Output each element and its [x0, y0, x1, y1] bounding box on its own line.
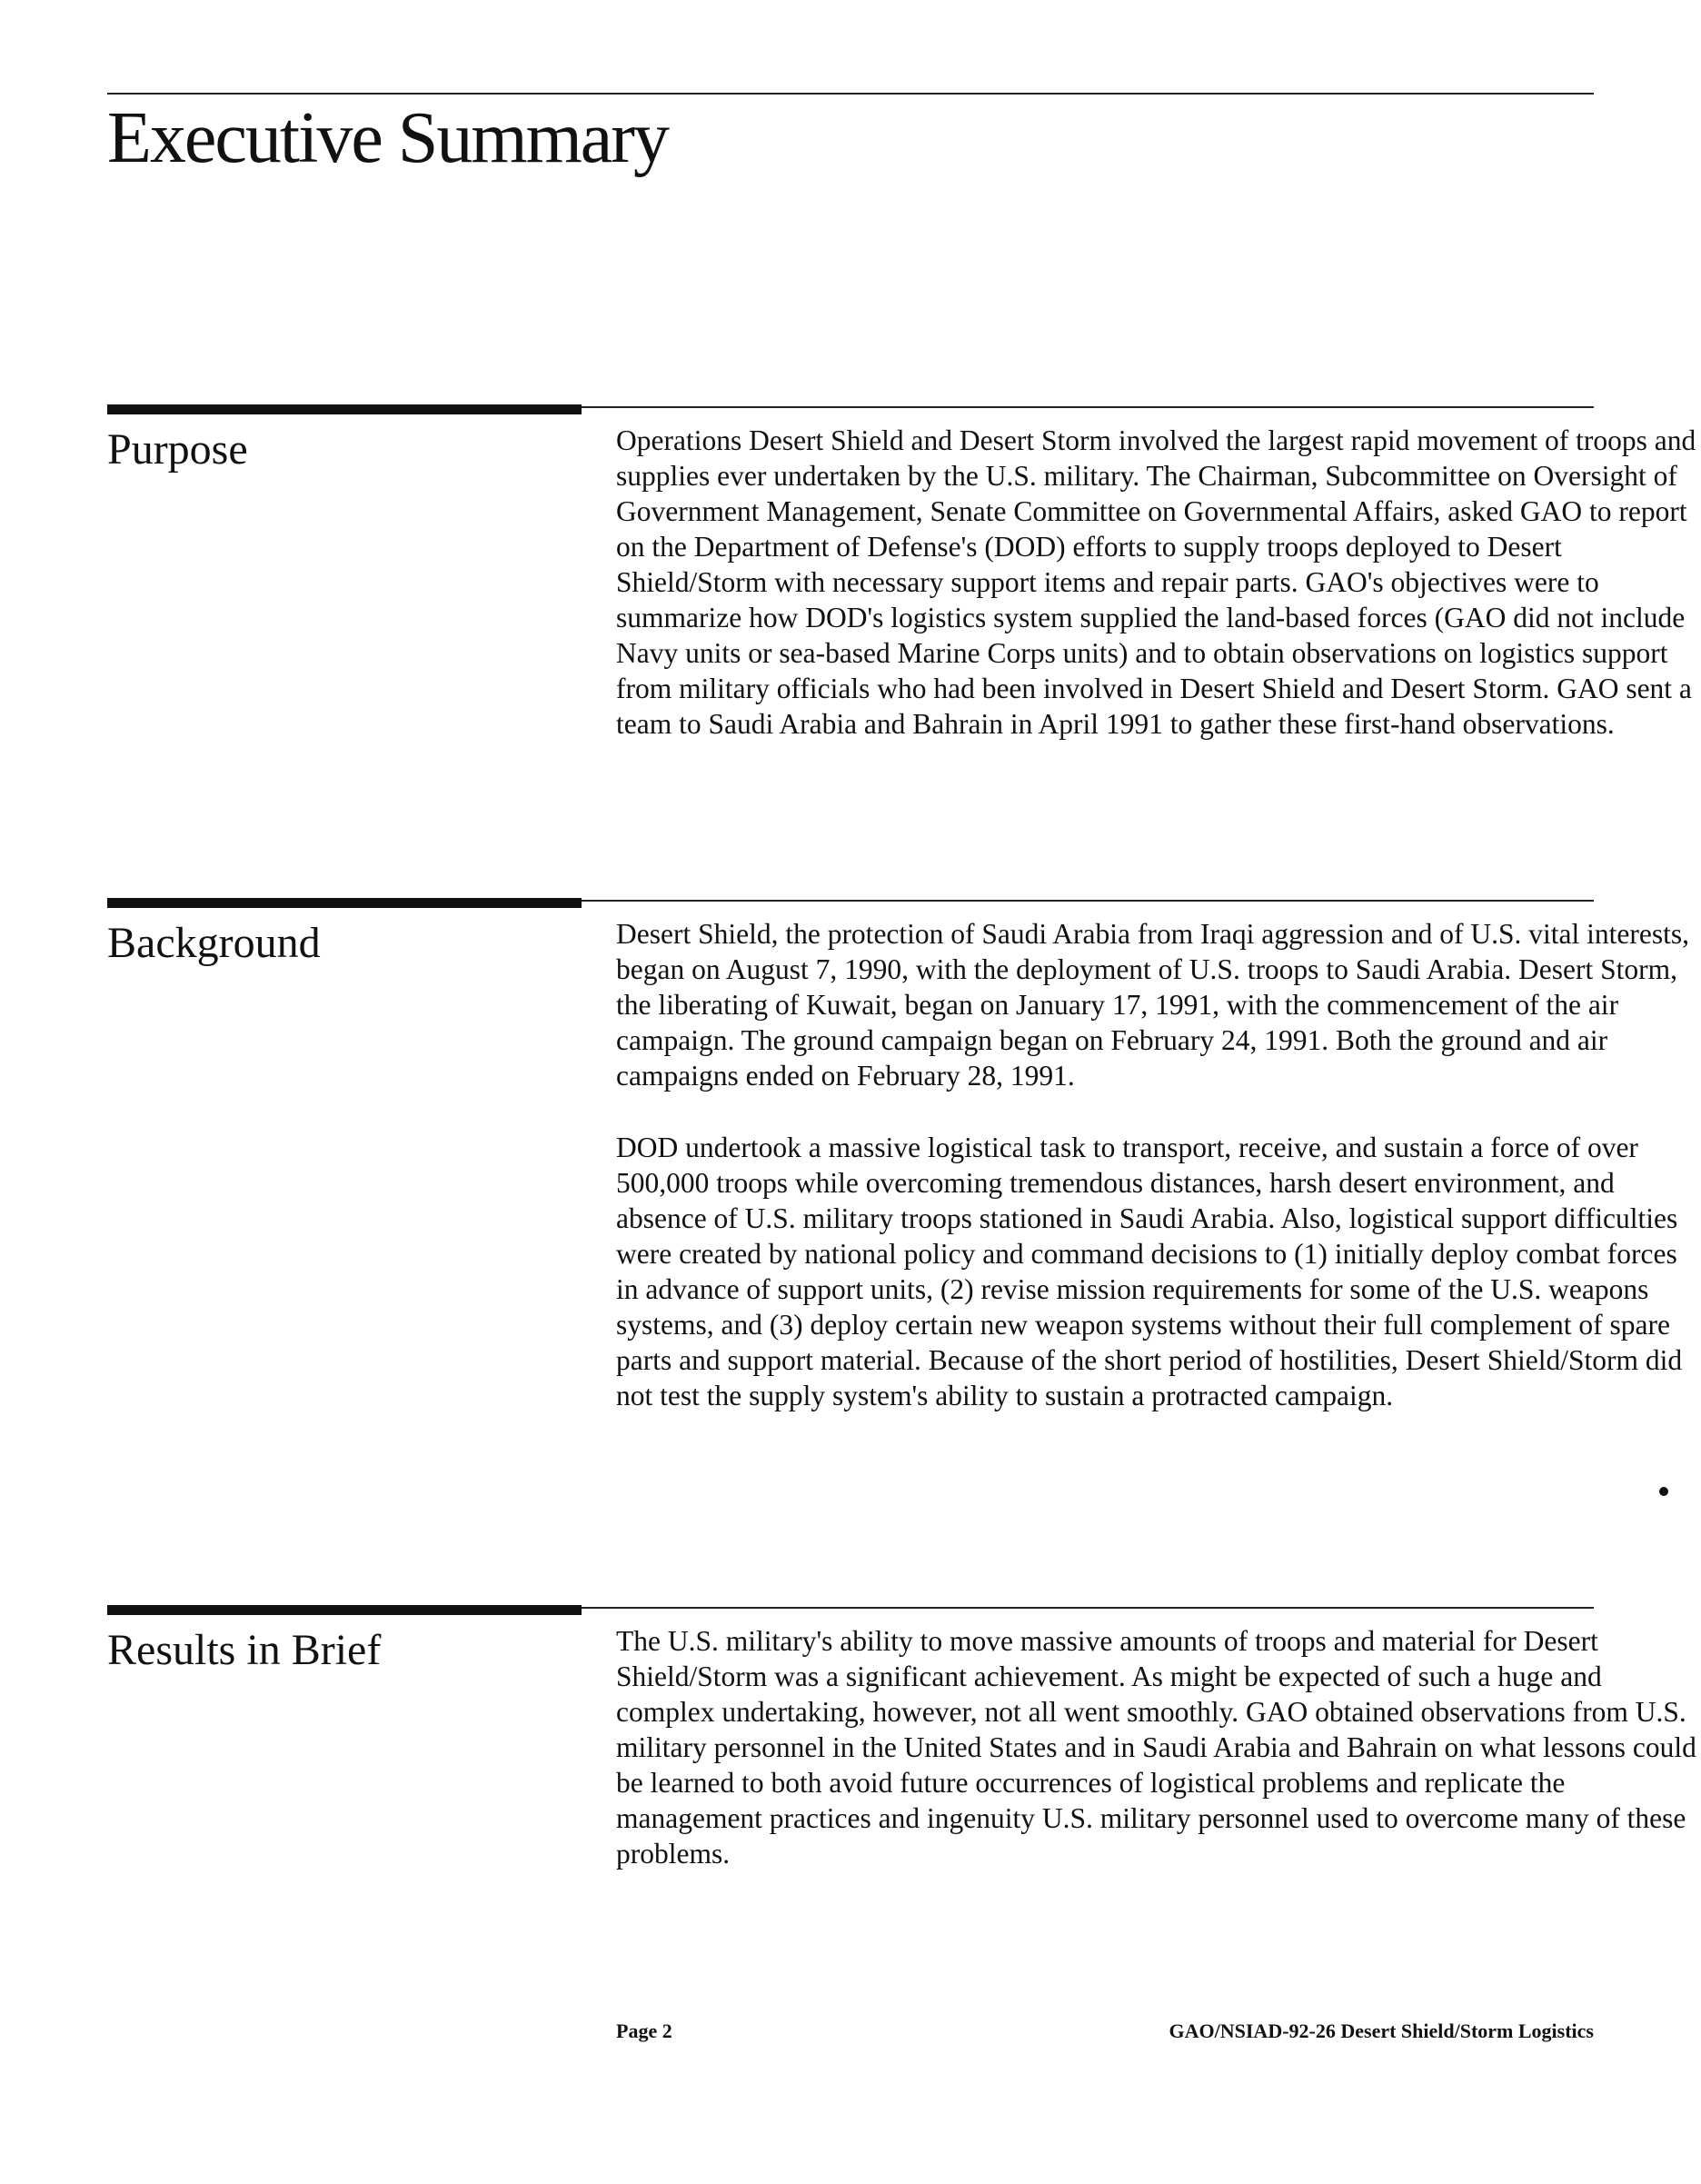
footer-page-number: Page 2: [616, 2019, 672, 2042]
paragraph: Operations Desert Shield and Desert Storm involved the largest rapid movement of troops and supplies ever undertaken by the U.S. military. The Chairman, Subcommittee on Oversight of Government Management, Senate Committee on Governmental Affairs, asked GAO to report on the Department of Defense's (DOD) efforts to supply troops deployed to Desert Shield/Storm with necessary support items and repair parts. GAO's objectives were to summarize how DOD's logistics system supplied the land-based forces (GAO did not include Navy units or sea-based Marine Corps units) and to obtain observations on logistics support from military officials who had been involved in Desert Shield and Desert Storm. GAO sent a team to Saudi Arabia and Bahrain in April 1991 to gather these first-hand observations.: [616, 424, 1696, 740]
paragraph: Desert Shield, the protection of Saudi Arabia from Iraqi aggression and of U.S. vital interests, began on August 7, 1990, with the deployment of U.S. troops to Saudi Arabia. Desert Storm, the liberating of Kuwait, began on January 17, 1991, with the commencement of the air campaign. The ground campaign began on February 24, 1991. Both the ground and air campaigns ended on February 28, 1991.: [616, 918, 1689, 1092]
section-rule-thin: [582, 1607, 1594, 1609]
top-rule: [107, 93, 1594, 95]
section-heading: Results in Brief: [107, 1626, 382, 1674]
section-rule-thick: [107, 898, 582, 908]
section-rule-thick: [107, 1605, 582, 1615]
section-body: [616, 1623, 1697, 1908]
section-rule-thin: [582, 900, 1594, 902]
footer-report-id: GAO/NSIAD-92-26 Desert Shield/Storm Logistics: [1169, 2019, 1594, 2042]
section-rule-thick: [107, 404, 582, 414]
section-body: [616, 423, 1697, 778]
section-body: [616, 916, 1697, 1450]
section-heading: Purpose: [107, 425, 248, 474]
paragraph: The U.S. military's ability to move massive amounts of troops and material for Desert Shield/Storm was a significant achievement. As might be expected of such a huge and complex undertaking, however, not all went smoothly. GAO obtained observations from U.S. military personnel in the United States and in Saudi Arabia and Bahrain on what lessons could be learned to both avoid future occurrences of logistical problems and replicate the management practices and ingenuity U.S. military personnel used to overcome many of these problems.: [616, 1625, 1696, 1870]
paragraph: DOD undertook a massive logistical task to transport, receive, and sustain a force of over 500,000 troops while overcoming tremendous distances, harsh desert environment, and absence of U.S. military troops stationed in Saudi Arabia. Also, logistical support difficulties were created by national policy and command decisions to (1) initially deploy combat forces in advance of support units, (2) revise mission requirements for some of the U.S. weapons systems, and (3) deploy certain new weapon systems without their full complement of spare parts and support material. Because of the short period of hostilities, Desert Shield/Storm did not test the supply system's ability to sustain a protracted campaign.: [616, 1132, 1683, 1411]
page-title: Executive Summary: [107, 98, 668, 178]
margin-mark: [1659, 1487, 1668, 1496]
section-rule-thin: [582, 406, 1594, 408]
section-heading: Background: [107, 919, 321, 967]
